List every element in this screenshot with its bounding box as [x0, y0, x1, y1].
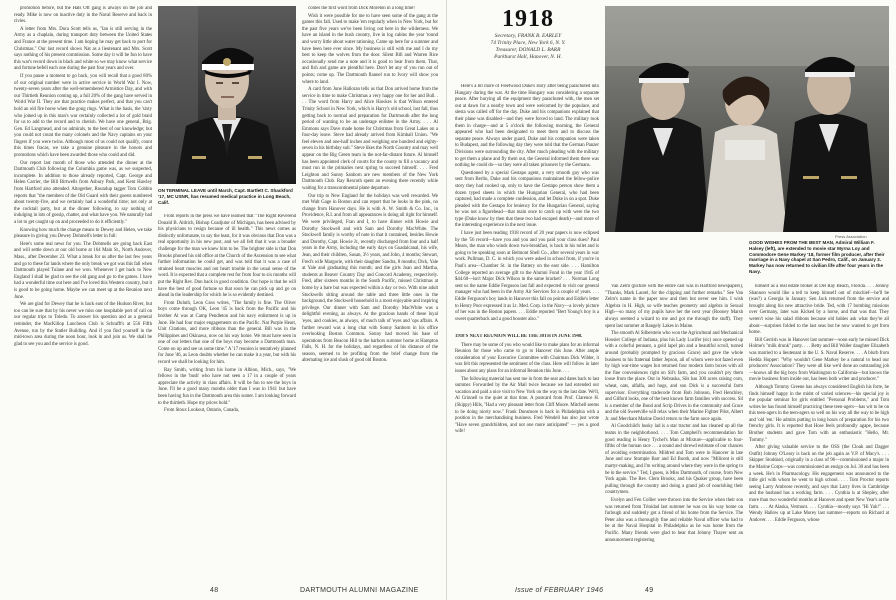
paragraph: Van Zelm (picture with the entire cast was in Hartford newspapers), "Thanks, Mark Laurel, for the clipping and further remarks." See Van Zelm's name in the paper now and then but never see him. I wish Algebra in H. High, so wife teaches geometry and algebra in Sexual High—so many of my pupils have her the next year (Rooney Marsh always seemed a wizard to me and got me through the stuff). They spent last summer at Rangely Lakes in Maine.	[605, 284, 743, 329]
paragraph: Our trip to New England for the holidays was well rewarded. We met Walt Gage in Boston and can report that he looks in the pink, no change from Hanover days. He is with A. W. Smith & Co. Inc., in Providence, R.I. and from all appearances is doing all right for himself. We were privileged, Fran and I, to have dinner with Howie and Dorothy Stockwell and with Sam and Dorothy MacWhite. The Stockwell family is worthy of note in that it contained, besides Howie and Dorothy, Capt. Howie Jr., recently discharged from four and a half years in the Army, including the early days on Guadalcanal, his wife, Jean, and their children, Susan, 3½ years, and John, 4 months; Stewart, Fred's wife Margorie, with their daughter Sandra, 8 months; Dick, Yale at Yale and graduating this month; and the girls Joan and Martha, students at Beaver Country Day and Concord Academy, respectively. Fred, after sixteen months in the South Pacific, missed Christmas at home by a bare but was expected within a day or two. With nine adult Stockwells sitting around the table and three little ones in the background, the Stockwell household is a most enjoyable and inspiring privilege. Our dinner with Sam and Dorothy MacWhite was a delightful evening, as always. At the gracious hands of these loyal 'eyes, and cookies, as always, of much talk of 'eyes and 'ops affairs. A further reward was a long chat with Sonny Sanborn in his office overlooking Boston Common. Sonny had moved his base of operations from Beacon Hill to the harbors summer home at Hampton Falls, N. H. for the holidays, and regardless of his distance of the season, seemed to be profiting from the brief change from the alternating ice and slush of good old Boston.	[302, 193, 438, 364]
secretary-address: 74 Trinity Place, New York 6, N. Y.	[490, 40, 566, 46]
paragraph: We are glad for Dewey that he is back east of the Hudson River, but too can be sure that by his never we miss one hospitable port of call on our regular trips to Toledo. To answer his question and as a general reminder, the MacKillop Luncheon Club is Schrafft's at 556 Fifth Avenue, run by the Statler Building. And if you find yourself in the mid-town area during the noon hour, look in and join us. We shall be glad to see you and the service is good.	[14, 302, 152, 347]
paragraph: himself as a real estate broker at Del Ray Beach, Florida. . . . Johnny Shannon would like a tell to keep himself out of mischief—he'll be (was?) a Georgia in January. Sen Jack returned from the service and brought along his new attractive bride. Ted, with 17 bombing missions over Germany, later was Kicked by a horse, and that was that. They weren't wise his salad ribbons because old babies ask what they're all about—surprises folded to the last seas but he now wanted to get from home.	[749, 284, 889, 336]
wedding-photo-image	[605, 6, 889, 232]
paragraph: Wish it were possible for me to have seen some of the gang at the games this fall. Used to make 'em regularly when in New York, but for the past five years we've been living out here in the wilderness. We have an island in the bush country, live in log cabins the year 'round and worry little about water rationing. Came up here for a summer and have been here ever since. My business is still with me and I do my best to keep the wolves from the door. Silent Bill and Warren Rice occasionally send me a note and it is good to hear from them. That, and fish and game are plentiful here. Don't let any of you run out of points; come up. The Dartmouth flannel run to Ivory will show you where to land.	[302, 13, 438, 85]
class-year: 1918	[502, 6, 554, 32]
paragraph: promotion before, but the Hats Off gang is always on the job and ready. Mike is now on inactive duty in the Naval Reserve and back in civies.	[14, 6, 152, 25]
caption-text: GOOD WISHES FROM THE BEST MAN, Admiral William F. Halsey (left), are extended to movie star Myrna Loy and Commodore Gene Markey '18, former film producer, after their marriage in a Navy chapel at San Pedro, Calif., on January 3. Markey has now returned to civilian life after four years in the Navy.	[749, 240, 885, 274]
caption-text: ON TERMINAL LEAVE until March, Capt. Bartlett C. Shackford '17, MC USNR, has resumed medical practice in Long Beach, Calif.	[158, 188, 293, 205]
left-col-2	[158, 214, 296, 578]
class-header	[453, 6, 603, 61]
paragraph: After giving valuable service to the OSS (the Cloak and Dagger Outfit) Johnny O'Leary is back on the job again as V.P. of Macy's. . . . Skipper Stoddard, originally in a class of 96—commissioned a major in the Marine Corps—was commissioned an ensign on Jul. 30 and has been a week. He's in Pharmacology. His engagement was announced to the little girl with whom he went to high school. . . . Tom Proctor reports seeing Larry Ambrose recently, and says that Larry lives in Cambridge and the husband has a working farm. . . . Cynthia is at Shepley, after more than two wonderful months at Hanover and spent New Year's at the farm. . . . At Alaska, Vermont. . . . Cynthia—mostly says "Hi Yah!" . . . Wendy Hallow up at Lake Morey last summer—reports on Richard at Andover. . . . Eddie Ferguson, whose	[749, 445, 889, 523]
magazine-title: DARTMOUTH ALUMNI MAGAZINE	[300, 587, 419, 594]
right-col-3	[749, 284, 889, 578]
paragraph: Questioned by a special Gestapo agent, a very smooth guy who was sent from Berlin, Duke and his companions maintained the fellow-police story they had cooked up, only to have the Gestapo person show them a dozen typed sheets in which the Hungarian General, who had been captured, had made a complete confession, and let Duke in on a spot. Duke pleaded with the Gestapo for leniency for the Hungarian General, saying he was not a figurehead—that main once to catch up with were the two type (Duke know by then that these two had escaped death)—and more of the interesting experience in the next issue.	[455, 170, 599, 229]
paragraph: Here's some real news for you. The Dohmells are going back East and will settle down at our old home at 164 Main St., North Andover, Mass., after December 23. What a break for us after the last few years and go to these far lands where the only break we got was this fall when Dartmouth played Tulane and we won. Whenever I get back to New England I shall be glad to see the old gang and go to the games. I have had a wonderful time out here and I've loved this Western country, but it is good to be going home. Maybe we can meet up at the Reunion next June.	[14, 241, 152, 300]
paragraph: Evelyn and Fen Collier were thrown into the Service when their son was returned from Trinidad last summer he was on his way home on furlough and suddenly got a friend of his home from the Service. The Peter also was a thoroughly fine and reliable Naval officer who had to be at the Naval Hospital in Philadelphia as he was home from the Pacific. Many friends were glad to hear that Johnny Thayer sent an announcement registering	[605, 498, 743, 543]
wedding-photo-caption	[749, 240, 889, 275]
reunion-heading: 1918'S NEXT REUNION WILL BE THE 30TH IN JUNE 1948.	[455, 334, 583, 339]
reunion-section	[455, 334, 599, 578]
wedding-photo	[605, 6, 889, 232]
paragraph: From reports in the press we have learned that "The Right Reverend Donald B. Aldrich, Bishop Coadjutor of Michigan, has been advised by his physicians to resign because of ill health." This news comes as distinctly unfortunate, to say the least, for it was obvious that Don was a real opportunity in his new post, and we all felt that it was a broader challenge for the man we knew him to be. The brighter side is that Don Brooks phoned his old office at the Church of the Ascension to see what further information he could get, and was told that it was a case of strained heart muscles and not heart trouble in the usual sense of the word. It is expected that a complete rest for from four to six months will put the Right Rev. Don back in good condition. Our hope is that he will have the best of good fortune so that soon he can pick up and go on ahead in the leadership for which he is so evidently destined.	[158, 214, 296, 299]
paragraph: comes the first word from Dick Moreton in a long time!	[308, 6, 415, 11]
paragraph: Although Tommy Greene has always considered English his forte, he finds himself happy in the midst of varied sciences—his special joy is the popular seminar for girls entitled "Personal Problems," and Tom writes he has found himself practicing these teen-agers—has wit to be on this teen-agers in the teen-agers so well on his way all the way to be high and 'old 'em.' He admits putting in long hours of preparation for his two frenchy girls. It is reported that Hose feels profoundly agape, because Brother students and gave Tom with an enthusiastic "Hello, Mr. Tommy."	[749, 384, 889, 443]
captain-portrait-image	[158, 6, 296, 184]
paragraph: Here's a bit more of Fleetwood Duke's story after being parachuted into Hungary during the war. At the time Hungary was considering a separate peace. After burying all the equipment they parachuted with, the men set out at dawn for a nearby town and were welcomed by the populace, and siesta was called off for the day. Duke and his companions explained that their plane was disabled—and they were forced to land. The military took them in charge—and at 5 o'clock the following morning, the General appeared who had been designated to meet them and to discuss the separate peace. Always under guard, Duke and his companion were taken to Budapest, and the following day they were told that the German Panzer Divisions were surrounding the city. After much pleading with the military to get them a plane and fly them out, the General informed them there was nothing he could do—so they were all taken prisoners by the Germans.	[455, 84, 599, 169]
paragraph: Ray Smith, writing from his home in Albion, Mich., says, "We fellows in the 'bush' who have not seen a 17 in a couple of years appreciate the activity in class affairs. It will be fun to see the boys in June. I'll be a good many months older than I was in 1941 but have been having fun in the Dartmouth area this sumer. I am looking forward to the thirtieth. Hope my prices hold."	[158, 367, 296, 406]
paragraph: Our report last month of those who attended the dinner at the Dartmouth Club following the Columbia game was, as we suspected, incomplete. In addition to those already reported, Capt. George and Helen Carrier, the Bill Birtwells from Asbury Park, and Kent Hawley from Hartford also attended. Altogether, Roundup tagger Tom Cobbin reports that "the members of the Old Guard with their guests numbered about twenty-five, and we certainly had a wonderful time; not only at the cocktail party, but at the dinner following, to say nothing of indulging in lots of gossip, chatter, and what have you. We naturally had a lot to get caught up on and proceeded to do it efficiently."	[14, 160, 152, 225]
captain-photo-caption	[158, 188, 296, 205]
paragraph: I have just been reading 1918 record of 20 year papers is now eclipsed by the '56 record—have you and you and you paid your class dues? Paul Mears, the man who winds down two-breakfast, is back in his toilet and is going to be speaking soon at Belmont Shell Co., after several years in war work. Pullman, D. C. in which you were asked in school from, if you're in Paul's area—Chamber St. in the Battery on the east side. . . . Hamilton College reported an average gift to the Alumni Fund in the year 1945 of $44.60—isn't Major Dick Wilson in the same bracket? . . . Norman Long sent us the name Eddie Ferguson last fall and expected to visit our general manager who had been in the Army Air Services for a couple of years. . . . Eddie Ferguson's boy lands in Hanover this fall on points and Eddie's letter to Henry Poor expressed it as Lt. Med. Corp. in the Navy—a lovely picture of her was in the Boston papers. . . . Eddie reported "Bert Young's boy is a sweet quarterback and a good booster also."	[455, 231, 599, 322]
paragraph: There may be some of you who would like to make plans for an informal Reunion for those who came to go to Hanover this June. After ample consideration of your Executive Committee with Chairman Dick Wilder, it was felt this represented the sentiment of the class. Here will follow in later issues about any plans for an informal Reunion this June. . . .	[455, 342, 599, 374]
paragraph: A card from June Halloran tells us that Don arrived home from the service in time to make Christmas a very happy one for her and Bull. . . . The word from Harry and Alice Hawkes is that Wilson entered Trinity School in New York, which is Harry's old school, last fall, thus getting back to normal and preparation for Dartmouth after the long period of wanting to be an underage enlistee in the Army. . . . Al Emmons says Dave made home for Christmas from Great Lakes on a four-day leave. Steve had already arrived from Kimball Union. "We feel eleven and one-half inches and weighing one hundred and eighty-seven in his birthday suit." Steve likes the North Country and may well appear on the Big Green team in the not-far-distant future. Al himself has been appointed clerk of courts for the county to fill a vacancy and must run in the primaries next spring to succeed himself. . . . Fred Leighton and Sunny Sanborn are new members of the New York Dartmouth Club. Ray Rexroth spent an evening there recently while waiting for a transcontinental plane departure.	[302, 87, 438, 192]
left-page-number: 48	[210, 587, 219, 594]
paragraph: Al Goodchild's husky lad is a star tractor and has cleaned up all the teams in the neighborhood. . . . Tom Campbell's recommendation for good reading is Henry Tychel's Man at Mixture—applicable to four-fifths of the human race . . . a sound and shrewd estimate of our chances of avoiding extermination. Mildred and Tom were in Hanover in late June and saw Stumpie Barr and Ed Booth, and now "Milicent is still martyr-making, and I'm writing around where they were in the spring to be in the service." Ted, I guess, is Miss Dartmouth, of course, from New York again. The Rev. Clem Brooks, and his Quaker group, have been pulling through the country and doing a grand job of nourishing their countrymen.	[605, 424, 743, 496]
right-col-1	[455, 84, 599, 330]
paragraph: If you pause a moment to go back, you will recall that a good 80% of our original number were in active service in World War I. Now, twenty-seven years after the well-remembered Armistice Day, and with our Thirtieth Reunion coming up, a full 20% of the gang have served in World War II. They are that practice makes perfect, and that you can't hold an old fire horse when the gong rings. What is the basis, the 'sixty who joined up in this man's war certainly collected a lot of gold braid for us to add to the record and to cherish. We have one general, Brig. Gen. Ed Langmead, and no admirals, to the best of our knowledge; but you could not count the many colonels and the Navy captains on your fingers if you were twins. Although most of us could not qualify, count this times fracas, we take a genuine pleasure in the honors and promotions which have been awarded those who could and did.	[14, 73, 152, 159]
paragraph: Bill Gerrish was in Hanover last summer—soon early he missed Dick Holme's "milk drunk" party. . . . Betty and Bill Waller daughter Elizabeth was married to a lieutenant in the U. S. Naval Reserve. . . . A blurb from Hedda Hopper: "Why wouldn't Gene Markey be a natural to head our producers' Association? They were all like we'd done an outstanding job—knows all the big boys from Washington to California—but knows the movie business from inside out, has been both writer and producer."	[749, 337, 889, 383]
paragraph: The following material has sent me in from the seat and dates back to last summer. Forwarded by the Air Mail twice because we had extended our vacation and paid a nice visit to New York on the way to the last date. We'll, Al Grinnell to the quiet at that time. A postcard from Prof. Clarence H. (Skippy) Hills, "Had a very pleasant letter from Cliff Moore. Mitchell seems to be doing nicely now." Frank Dunsmore is back in Philadelphia with a position in the merchandising business. Fred Wendell has also just wrote "Have seven grandchildren, and not one more anticipated" — yes a good wife!	[455, 376, 599, 435]
left-col-1	[14, 6, 152, 578]
secretary-line: Secretary, FRANK B. EARLEY	[494, 33, 562, 39]
paragraph: From Duluth, Leon Goss writes, "The family is fine. The Oliver boys come through OK, Leon '45 is back from the Pacific and his brother Al was at Camp Pendleton and his navy enlistment is up in June. He had four major engagements on the Pacific. Nat Purple Heart, Unit Citations, and more ribbons than the general. Bill was in the Philippines and Okinawa, now on his way home. We must have seen in one of our letters that one of the boys may become a Dartmouth man. Come on up and see us some time." A '17 reunion is tentatively planned for June '46, as Leon doubts whether he can make it a year, but with his record we shall be looking for him.	[158, 300, 296, 366]
left-page	[0, 0, 447, 600]
photo-credit: Press Association	[835, 234, 867, 239]
paragraph: A letter from Mrs. Dora Scott tells us, "Ian is still serving in the Army as a chaplain, during transport duty between the United States and France at the present time. I am hoping he may get back to port for Christmas." Our last record shows Nat as a lieutenant and Mrs. Scott says nothing of his present commission. Some day it will be fun to have this war's record down in black and white so we may know what service and fortune befell each one during the past four years and over.	[14, 26, 152, 72]
right-col-2	[605, 284, 743, 578]
treasurer-line: Treasurer, DONALD L. BARR	[495, 47, 561, 53]
class-officers	[453, 33, 603, 61]
left-col-3	[302, 6, 438, 578]
captain-portrait-photo	[158, 6, 296, 184]
paragraph: The smooth Al Silberstein who won the Agricultural and Mechanical Hoosier College of Indiana, plus his Lady Lucifer (sic) once opened up with a colorful pennant, a gold lapel pin and a beautiful scroll, turned around (probably prompted by gracious Grace) and gave the whole business to his fraternal father Jepson, all of whom were not fazed even by high war-time wages but returned four modern farm boxes with all the fine conveniences right on Sil's farm, and you couldn't pry them loose from the place. Out in Nebraska, Sils has 300 acres raising corn, wheat, oats, alfalfa, and hogs, and son Dick is a successful farm supervisor. Everything tradecode from Bob Johnson, Fred Henchley, and Gilford looks, one of the best known farm families with success. Sil is a member of the Bond and Scrip Drives in the community and Grace and the old Sweetville will relax when their Marine Fighter Pilot, Albert Jr. and Merchant Marine David return to the farm once again.	[605, 331, 743, 422]
paragraph: From Stoux Lookout, Ontario, Canada,	[164, 408, 239, 414]
treasurer-address: Parkhurst Hall, Hanover, N. H.	[494, 54, 562, 60]
right-page	[449, 0, 896, 600]
issue-line: Issue of FEBRUARY 1946	[515, 587, 604, 594]
right-page-number: 49	[645, 587, 654, 594]
paragraph: Knowing how much the change means to Dewey and Helen, we take pleasure in giving you Dewey Dohmell's letter in full:	[14, 227, 152, 240]
